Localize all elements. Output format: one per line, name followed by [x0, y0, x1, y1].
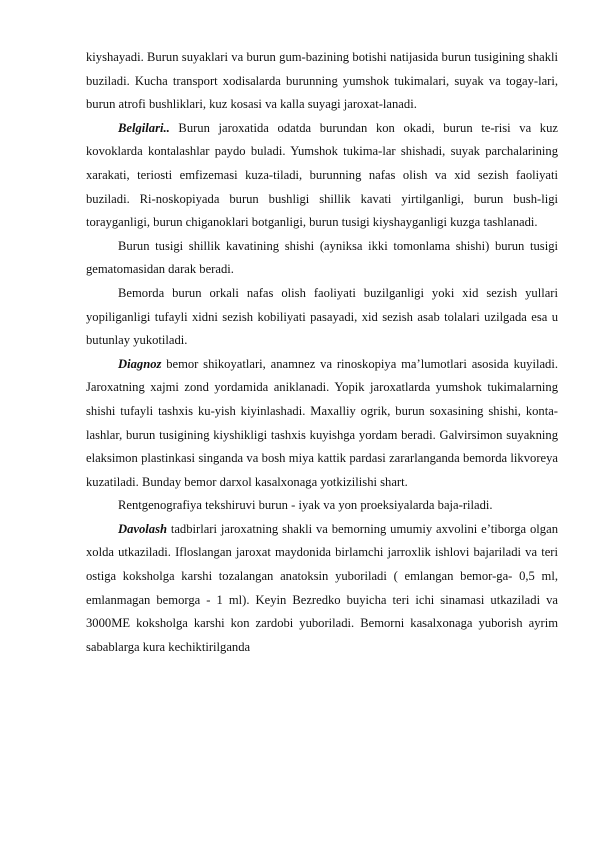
paragraph-diagnoz: [86, 353, 558, 495]
document-page: [86, 46, 558, 659]
paragraph-lead-diagnoz: Diagnoz: [118, 356, 162, 371]
paragraph-rentgen: [86, 494, 558, 518]
paragraph-text: Burun tusigi shillik kavatining shishi (ayniksa ikki tomonlama shishi) burun tusigi gematomasidan darak beradi.: [86, 238, 558, 277]
paragraph-lead-davolash: Davolash: [118, 521, 167, 536]
paragraph-text: tadbirlari jaroxatning shakli va bemorning umumiy axvolini e’tiborga olgan xolda utkaziladi. Ifloslangan jaroxat maydonida birlamchi jarroxlik ishlovi bajariladi va teri ostiga koksholga karshi tozalangan anatoksin yuboriladi ( emlangan bemor-ga- 0,5 ml, emlanmagan bemorga - 1 ml). Keyin Bezredko buyicha teri ichi sinamasi utkaziladi va 3000ME koksholga karshi kon zardobi yuboriladi. Bemorni kasalxonaga yuborish ayrim sabablarga kura kechiktirilganda: [86, 521, 558, 654]
paragraph-text: bemor shikoyatlari, anamnez va rinoskopiya ma’lumotlari asosida kuyiladi. Jaroxatning xajmi zond yordamida aniklanadi. Yopik jaroxatlarda yumshok tukimalarning shishi tufayli tashxis ku-yish kiyinlashadi. Maxalliy ogrik, burun soxasining shishi, konta-lashlar, burun tusigining kiyshikligi tashxis kuyishga yordam beradi. Galvirsimon suyakning elaksimon plastinkasi singanda va bosh miya kattik pardasi zararlanganda bemorda likvoreya kuzatiladi. Bunday bemor darxol kasalxonaga yotkizilishi shart.: [86, 356, 558, 489]
paragraph-text: Burun jaroxatida odatda burundan kon okadi, burun te-risi va kuz kovoklarda kontalashlar paydo buladi. Yumshok tukima-lar shishadi, suyak parchalarining xarakati, teriosti emfizemasi kuza-tiladi, burunning nafas olish va xid sezish faoliyati buziladi. Ri-noskopiyada burun bushligi shillik kavati yirtilganligi, burun bush-ligi torayganligi, burun chiganoklari botganligi, burun tusigi kiyshayganligi kuzga tashlanadi.: [86, 120, 558, 230]
paragraph-smell: [86, 282, 558, 353]
paragraph-text: Rentgenografiya tekshiruvi burun - iyak va yon proeksiyalarda baja-riladi.: [118, 498, 493, 513]
paragraph-septum-swelling: [86, 235, 558, 282]
paragraph-lead-belgilari: Belgilari..: [118, 120, 170, 135]
paragraph-continuation: [86, 46, 558, 117]
paragraph-belgilari: [86, 117, 558, 235]
paragraph-davolash: [86, 518, 558, 660]
paragraph-text: kiyshayadi. Burun suyaklari va burun gum-bazining botishi natijasida burun tusigining shakli buziladi. Kucha transport xodisalarda burunning yumshok tukimalari, suyak va togay-lari, burun atrofi bushliklari, kuz kosasi va kalla suyagi jaroxat-lanadi.: [86, 50, 558, 112]
paragraph-text: Bemorda burun orkali nafas olish faoliyati buzilganligi yoki xid sezish yullari yopiliganligi tufayli xidni sezish kobiliyati pasayadi, xid sezish asab tolalari uzilgada esa u butunlay yukotiladi.: [86, 285, 558, 348]
